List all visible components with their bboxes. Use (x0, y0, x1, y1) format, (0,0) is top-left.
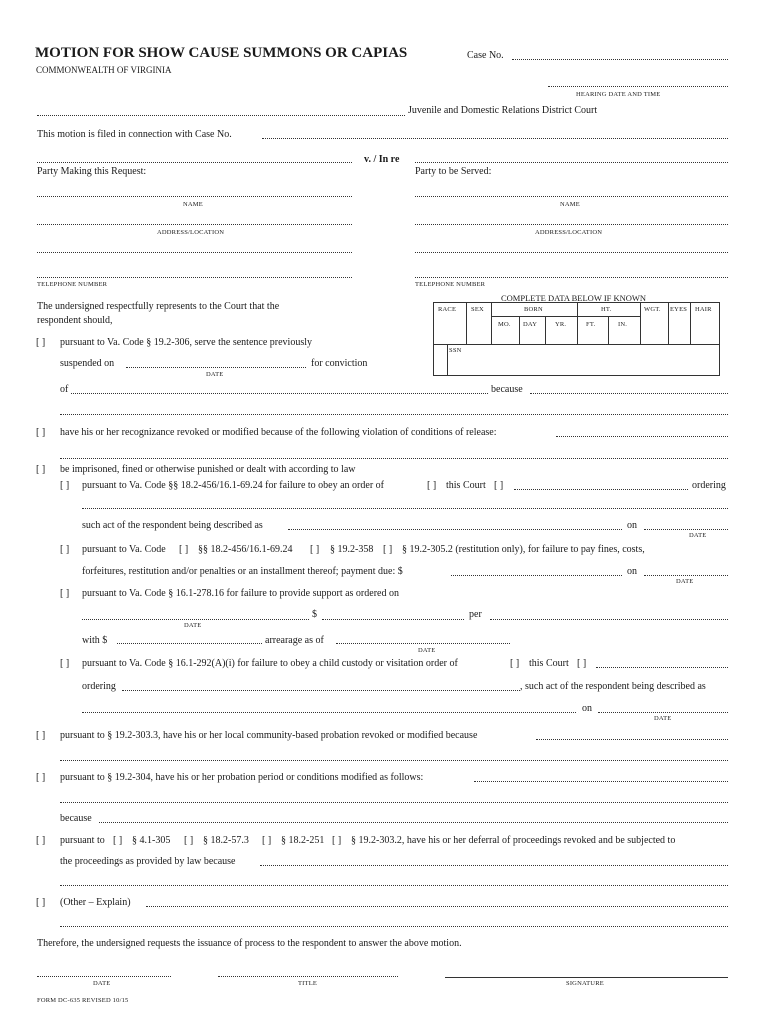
ssn-label: SSN (449, 347, 462, 354)
ordering-field[interactable] (82, 508, 728, 509)
born-label: BORN (524, 306, 543, 313)
weight-label: WGT. (644, 306, 661, 313)
height-feet-label: FT. (586, 321, 596, 328)
filed-case-label: This motion is filed in connection with Case No. (37, 129, 232, 140)
versus-label: v. / In re (364, 154, 400, 165)
conviction-label: for conviction (311, 358, 368, 369)
this-court-label: this Court (446, 480, 486, 491)
served-phone-field[interactable] (415, 277, 728, 278)
checkbox-failure-obey-order[interactable]: [ ] (60, 480, 70, 491)
support-order-date-field[interactable] (82, 619, 309, 620)
probation-modified-field[interactable] (474, 781, 728, 782)
payment-date-label: DATE (676, 578, 694, 585)
pay-fines-label-3: § 19.2-358 (330, 544, 374, 555)
suspended-on-date-field[interactable] (126, 367, 306, 368)
making-address-field-2[interactable] (37, 252, 352, 253)
case-no-label: Case No. (467, 50, 504, 61)
pay-fines-label-4: § 19.2-305.2 (restitution only), for failure to pay fines, costs, (402, 544, 645, 555)
custody-desc-label: , such act of the respondent being described as (520, 681, 706, 692)
served-phone-label: TELEPHONE NUMBER (415, 281, 486, 288)
checkbox-other[interactable]: [ ] (36, 897, 46, 908)
checkbox-other-court[interactable]: [ ] (494, 480, 504, 491)
other-court-field[interactable] (514, 489, 688, 490)
with-label: with $ (82, 635, 108, 646)
making-phone-label: TELEPHONE NUMBER (37, 281, 108, 288)
support-label: pursuant to Va. Code § 16.1-278.16 for failure to provide support as ordered on (82, 588, 399, 599)
custody-ordering-label: ordering (82, 681, 116, 692)
support-date-label: DATE (184, 622, 202, 629)
hair-label: HAIR (695, 306, 712, 313)
deferral-label-4: § 18.2-251 (281, 835, 325, 846)
eyes-label: EYES (670, 306, 688, 313)
deferral-label-1: pursuant to (60, 835, 105, 846)
checkbox-imprisoned[interactable]: [ ] (36, 464, 46, 475)
act-date-field[interactable] (644, 529, 728, 530)
checkbox-contempt[interactable]: [ ] (179, 544, 189, 555)
suspended-date-label: DATE (206, 371, 224, 378)
because-field-1[interactable] (530, 393, 728, 394)
born-year-label: YR. (555, 321, 567, 328)
serve-sentence-label: pursuant to Va. Code § 19.2-306, serve the sentence previously (60, 337, 312, 348)
imprisoned-label: be imprisoned, fined or otherwise punished or dealt with according to law (60, 464, 356, 475)
checkbox-19-2-303-2[interactable]: [ ] (332, 835, 342, 846)
served-address-label: ADDRESS/LOCATION (535, 229, 603, 236)
arrearage-date-field[interactable] (336, 643, 510, 644)
of-label: of (60, 384, 69, 395)
sex-label: SEX (471, 306, 484, 313)
signature-date-label: DATE (93, 980, 111, 987)
title-field[interactable] (218, 976, 398, 977)
community-probation-label: pursuant to § 19.2-303.3, have his or her local community-based probation revoked or modified because (60, 730, 478, 741)
other-explain-label: (Other – Explain) (60, 897, 131, 908)
case-no-field[interactable] (512, 59, 728, 60)
checkbox-probation-modified[interactable]: [ ] (36, 772, 46, 783)
support-period-field[interactable] (490, 619, 728, 620)
born-month-label: MO. (498, 321, 511, 328)
conviction-of-field[interactable] (71, 393, 488, 394)
state-label: COMMONWEALTH OF VIRGINIA (36, 65, 172, 75)
making-phone-field[interactable] (37, 277, 352, 278)
party-served-label: Party to be Served: (415, 166, 492, 177)
pay-fines-label-2: §§ 18.2-456/16.1-69.24 (198, 544, 293, 555)
served-address-field-2[interactable] (415, 252, 728, 253)
checkbox-serve-sentence[interactable]: [ ] (36, 337, 46, 348)
probation-because-field[interactable] (99, 822, 728, 823)
form-title: MOTION FOR SHOW CAUSE SUMMONS OR CAPIAS (35, 45, 408, 61)
custody-this-court-label: this Court (529, 658, 569, 669)
deferral-label-3: § 18.2-57.3 (203, 835, 249, 846)
height-inches-label: IN. (618, 321, 628, 328)
arrearage-label: arrearage as of (265, 635, 324, 646)
checkbox-18-2-251[interactable]: [ ] (262, 835, 272, 846)
represent-line-2: respondent should, (37, 315, 113, 326)
race-label: RACE (438, 306, 457, 313)
act-described-label: such act of the respondent being described as (82, 520, 263, 531)
hearing-date-field[interactable] (548, 86, 728, 87)
data-table-title: COMPLETE DATA BELOW IF KNOWN (501, 293, 647, 303)
because-label-1: because (491, 384, 523, 395)
custody-label: pursuant to Va. Code § 16.1-292(A)(i) for failure to obey a child custody or visitation order of (82, 658, 458, 669)
custody-desc-field[interactable] (82, 712, 576, 713)
signature-date-field[interactable] (37, 976, 171, 977)
represent-line-1: The undersigned respectfully represents to the Court that the (37, 301, 280, 312)
recognizance-violation-field-2[interactable] (60, 458, 728, 459)
deferral-label-2: § 4.1-305 (132, 835, 171, 846)
deferral-because-label: the proceedings as provided by law because (60, 856, 236, 867)
checkbox-restitution[interactable]: [ ] (383, 544, 393, 555)
payment-due-label: forfeitures, restitution and/or penalties or an installment thereof; payment due: $ (82, 566, 403, 577)
checkbox-custody[interactable]: [ ] (60, 658, 70, 669)
signature-field[interactable] (445, 977, 728, 978)
because-label-5: because (60, 813, 92, 824)
served-address-field[interactable] (415, 224, 728, 225)
community-probation-field[interactable] (536, 739, 728, 740)
making-name-label: NAME (183, 201, 203, 208)
on-label-3: on (582, 703, 592, 714)
served-name-label: NAME (560, 201, 580, 208)
petitioner-caption-field[interactable] (37, 162, 352, 163)
dollar-label: $ (312, 609, 317, 620)
act-described-field[interactable] (288, 529, 622, 530)
checkbox-this-court[interactable]: [ ] (427, 480, 437, 491)
served-name-field[interactable] (415, 196, 728, 197)
form-id: FORM DC-635 REVISED 10/15 (37, 997, 129, 1004)
recognizance-label: have his or her recognizance revoked or modified because of the following violation of conditions of release: (60, 427, 497, 438)
because-field-1b[interactable] (60, 414, 728, 415)
deferral-label-5: § 19.2-303.2, have his or her deferral of proceedings revoked and be subjected to (351, 835, 676, 846)
making-name-field[interactable] (37, 196, 352, 197)
suspended-on-label: suspended on (60, 358, 115, 369)
act-date-label: DATE (689, 532, 707, 539)
recognizance-violation-field[interactable] (556, 436, 728, 437)
checkbox-custody-this-court[interactable]: [ ] (510, 658, 520, 669)
court-label: Juvenile and Domestic Relations District Court (408, 105, 598, 116)
support-amount-field[interactable] (322, 619, 464, 620)
filed-case-field[interactable] (262, 138, 728, 139)
respondent-caption-field[interactable] (415, 162, 728, 163)
checkbox-deferral[interactable]: [ ] (36, 835, 46, 846)
pay-fines-label-1: pursuant to Va. Code (82, 544, 166, 555)
arrearage-date-label: DATE (418, 647, 436, 654)
height-label: HT. (601, 306, 612, 313)
custody-date-field[interactable] (598, 712, 728, 713)
custody-other-court-field[interactable] (596, 667, 728, 668)
checkbox-pay-fines[interactable]: [ ] (60, 544, 70, 555)
therefore-statement: Therefore, the undersigned requests the issuance of process to the respondent to answer the above motion. (37, 938, 462, 949)
making-address-field[interactable] (37, 224, 352, 225)
checkbox-recognizance[interactable]: [ ] (36, 427, 46, 438)
signature-label: SIGNATURE (566, 980, 604, 987)
probation-modified-field-2[interactable] (60, 802, 728, 803)
checkbox-18-2-57-3[interactable]: [ ] (184, 835, 194, 846)
born-day-label: DAY (523, 321, 538, 328)
checkbox-4-1-305[interactable]: [ ] (113, 835, 123, 846)
checkbox-custody-other-court[interactable]: [ ] (577, 658, 587, 669)
per-label: per (469, 609, 482, 620)
custody-ordering-field[interactable] (122, 690, 520, 691)
checkbox-community-probation[interactable]: [ ] (36, 730, 46, 741)
deferral-because-field-2[interactable] (60, 885, 728, 886)
party-making-label: Party Making this Request: (37, 166, 147, 177)
probation-modified-label: pursuant to § 19.2-304, have his or her probation period or conditions modified as follows: (60, 772, 424, 783)
payment-due-field[interactable] (451, 575, 622, 576)
custody-date-label: DATE (654, 715, 672, 722)
on-label-1: on (627, 520, 637, 531)
failure-obey-order-label: pursuant to Va. Code §§ 18.2-456/16.1-69.24 for failure to obey an order of (82, 480, 384, 491)
arrearage-amount-field[interactable] (117, 643, 262, 644)
other-explain-field[interactable] (146, 906, 728, 907)
community-probation-field-2[interactable] (60, 760, 728, 761)
checkbox-support[interactable]: [ ] (60, 588, 70, 599)
on-label-2: on (627, 566, 637, 577)
deferral-because-field[interactable] (260, 865, 728, 866)
hearing-date-label: HEARING DATE AND TIME (576, 91, 661, 98)
ordering-label: ordering (692, 480, 726, 491)
other-explain-field-2[interactable] (60, 926, 728, 927)
court-name-field[interactable] (37, 115, 405, 116)
title-label: TITLE (298, 980, 318, 987)
checkbox-19-2-358[interactable]: [ ] (310, 544, 320, 555)
making-address-label: ADDRESS/LOCATION (157, 229, 225, 236)
payment-date-field[interactable] (644, 575, 728, 576)
